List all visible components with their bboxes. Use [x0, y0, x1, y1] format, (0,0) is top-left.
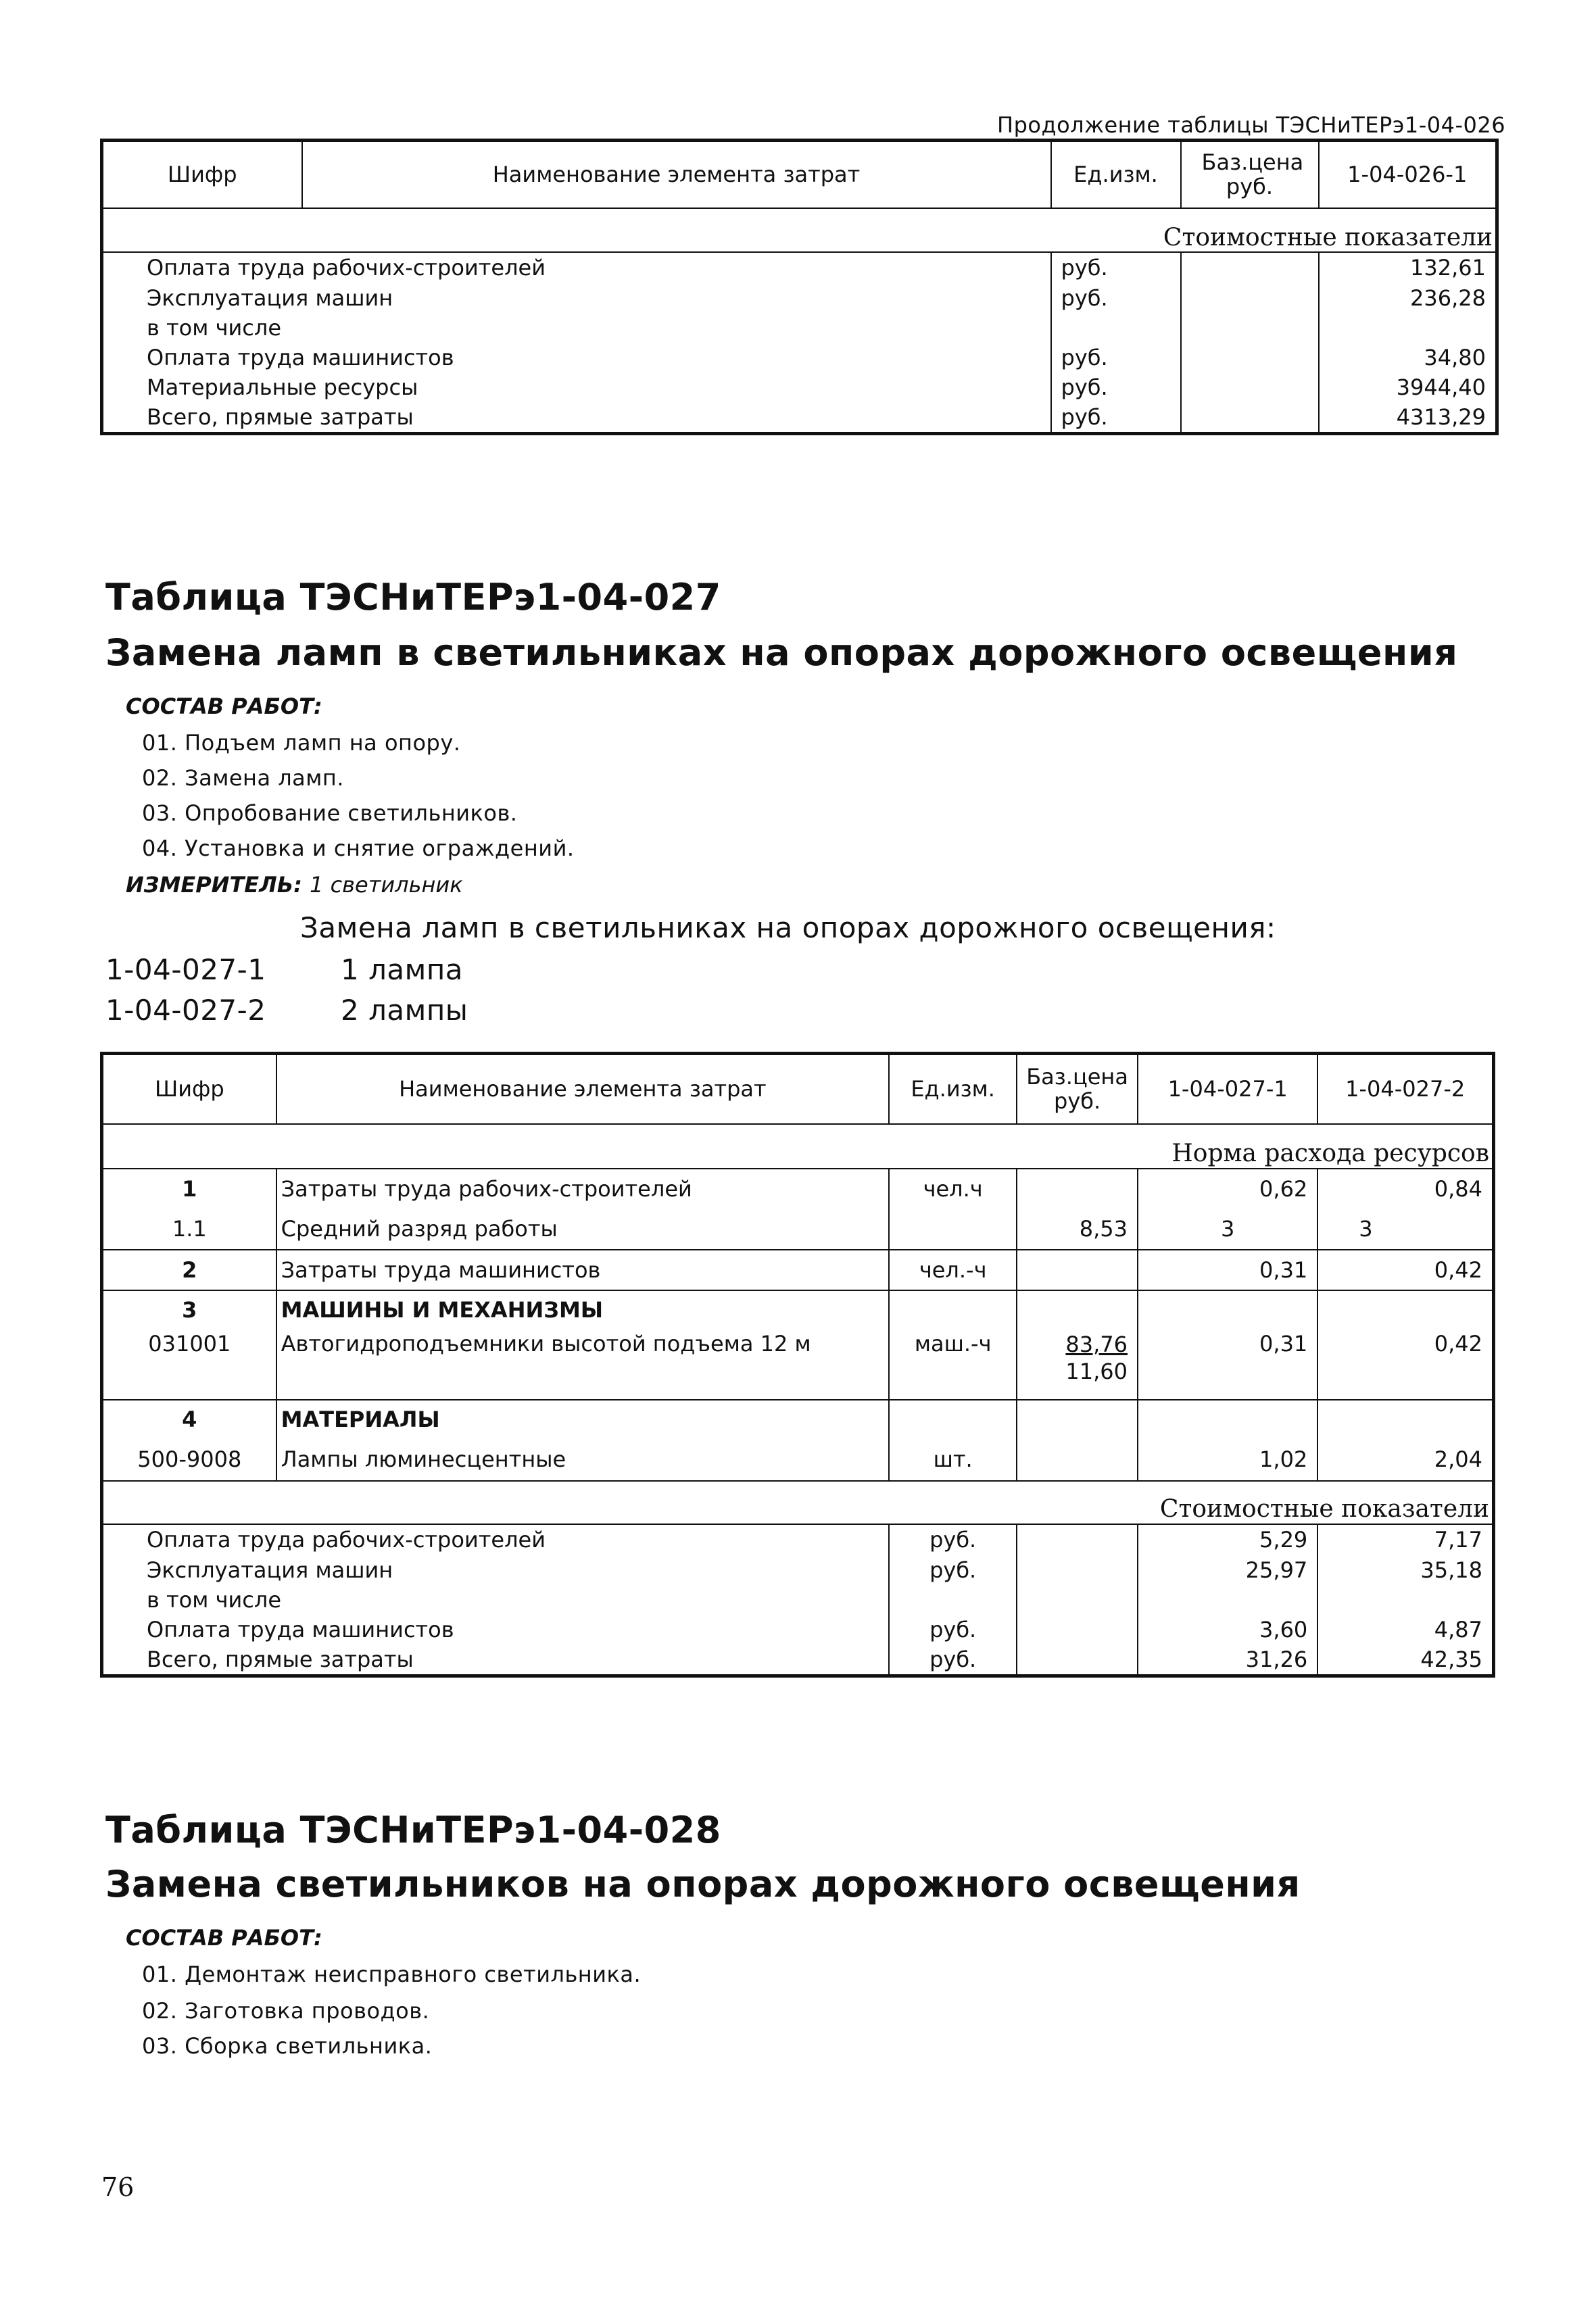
row-code: 3 — [102, 1290, 276, 1330]
row-price — [1017, 1644, 1138, 1676]
row-price — [1017, 1290, 1138, 1330]
row-value: 4313,29 — [1319, 402, 1497, 434]
cost-table-026 — [100, 139, 1499, 435]
row-value-2: 3 — [1317, 1209, 1493, 1250]
row-value-2: 0,42 — [1317, 1250, 1493, 1290]
row-unit: руб. — [1051, 252, 1181, 283]
row-price — [1017, 1439, 1138, 1481]
row-value-2: 7,17 — [1317, 1524, 1493, 1555]
row-value-1: 0,31 — [1138, 1250, 1317, 1290]
row-price — [1181, 283, 1319, 313]
row-unit: руб. — [889, 1524, 1017, 1555]
work-composition-label: СОСТАВ РАБОТ: — [126, 1925, 322, 1951]
variant-code: 1-04-027-1 — [105, 953, 266, 986]
section-label: Стоимостные показатели — [102, 208, 1497, 252]
section-title-028: Таблица ТЭСНиТЕРэ1-04-028 — [105, 1809, 721, 1851]
row-value-2 — [1317, 1400, 1493, 1439]
row-price-cell — [1017, 1330, 1138, 1400]
row-code: 4 — [102, 1400, 276, 1439]
row-value-1: 0,31 — [1138, 1330, 1317, 1400]
row-price — [1181, 402, 1319, 434]
row-value-1: 1,02 — [1138, 1439, 1317, 1481]
meter-value: 1 светильник — [310, 872, 463, 898]
row-name: в том числе — [102, 1585, 890, 1615]
col-header-unit: Ед.изм. — [889, 1054, 1017, 1124]
work-item: 03. Опробование светильников. — [142, 800, 518, 826]
meter-line — [126, 872, 463, 898]
col-header-unit: Ед.изм. — [1051, 141, 1181, 208]
section-label: Стоимостные показатели — [102, 1481, 1494, 1524]
row-value — [1319, 313, 1497, 343]
row-code: 031001 — [102, 1330, 276, 1400]
row-price — [1181, 372, 1319, 402]
section-title-027: Таблица ТЭСНиТЕРэ1-04-027 — [105, 576, 721, 618]
row-price — [1017, 1585, 1138, 1615]
table-row — [102, 343, 1497, 372]
variant-desc: 1 лампа — [341, 953, 464, 986]
row-name: Оплата труда машинистов — [102, 1615, 890, 1644]
table-row — [102, 1439, 1494, 1481]
row-value-1: 0,62 — [1138, 1169, 1317, 1209]
section-subtitle-027: Замена ламп в светильниках на опорах дорожного освещения — [105, 631, 1458, 674]
table-row — [102, 1555, 1494, 1585]
table-row — [102, 1209, 1494, 1250]
row-unit: руб. — [889, 1644, 1017, 1676]
col-header-variant-1: 1-04-027-1 — [1138, 1054, 1317, 1124]
page-number: 76 — [101, 2172, 135, 2202]
row-name: Средний разряд работы — [276, 1209, 890, 1250]
table-row — [102, 372, 1497, 402]
table-row — [102, 1524, 1494, 1555]
row-unit: шт. — [889, 1439, 1017, 1481]
row-name: Затраты труда машинистов — [276, 1250, 890, 1290]
table-row — [102, 313, 1497, 343]
row-unit — [889, 1290, 1017, 1330]
row-value-1 — [1138, 1585, 1317, 1615]
table-row — [102, 1644, 1494, 1676]
col-header-name: Наименование элемента затрат — [302, 141, 1051, 208]
table-row — [102, 1615, 1494, 1644]
row-name: Оплата труда машинистов — [102, 343, 1051, 372]
col-header-variant-2: 1-04-027-2 — [1317, 1054, 1493, 1124]
row-price: 8,53 — [1017, 1209, 1138, 1250]
row-price — [1181, 252, 1319, 283]
row-value-2: 4,87 — [1317, 1615, 1493, 1644]
row-code: 500-9008 — [102, 1439, 276, 1481]
row-price: 83,76 — [1065, 1331, 1128, 1357]
row-name: МАТЕРИАЛЫ — [276, 1400, 890, 1439]
variant-desc: 2 лампы — [341, 994, 468, 1027]
row-unit — [889, 1400, 1017, 1439]
continuation-caption: Продолжение таблицы ТЭСНиТЕРэ1-04-026 — [997, 112, 1506, 138]
table-row — [102, 1169, 1494, 1209]
row-name: Лампы люминесцентные — [276, 1439, 890, 1481]
row-unit: чел.ч — [889, 1169, 1017, 1209]
section-row-norm — [102, 1124, 1494, 1169]
row-name: Оплата труда рабочих-строителей — [102, 252, 1051, 283]
table-header-row — [102, 1054, 1494, 1124]
table-row — [102, 1290, 1494, 1330]
row-unit: руб. — [1051, 402, 1181, 434]
row-value-2: 35,18 — [1317, 1555, 1493, 1585]
row-value-1: 31,26 — [1138, 1644, 1317, 1676]
work-item: 01. Подъем ламп на опору. — [142, 730, 461, 756]
row-name: Всего, прямые затраты — [102, 402, 1051, 434]
row-value-1 — [1138, 1400, 1317, 1439]
table-row — [102, 1330, 1494, 1400]
work-item: 01. Демонтаж неисправного светильника. — [142, 1961, 642, 1987]
work-item: 03. Сборка светильника. — [142, 2033, 433, 2059]
row-name: Затраты труда рабочих-строителей — [276, 1169, 890, 1209]
row-value-2 — [1317, 1585, 1493, 1615]
col-header-code: Шифр — [102, 1054, 276, 1124]
col-header-code: Шифр — [102, 141, 302, 208]
row-unit: руб. — [1051, 372, 1181, 402]
variants-title: Замена ламп в светильниках на опорах дорожного освещения: — [300, 911, 1276, 944]
row-value-1: 25,97 — [1138, 1555, 1317, 1585]
table-row — [102, 402, 1497, 434]
row-value: 34,80 — [1319, 343, 1497, 372]
row-value-1: 3,60 — [1138, 1615, 1317, 1644]
row-price — [1017, 1169, 1138, 1209]
row-price — [1181, 313, 1319, 343]
row-value-2 — [1317, 1290, 1493, 1330]
row-value-2: 42,35 — [1317, 1644, 1493, 1676]
row-value-2: 0,84 — [1317, 1169, 1493, 1209]
table-row — [102, 1585, 1494, 1615]
row-value: 3944,40 — [1319, 372, 1497, 402]
table-header-row — [102, 141, 1497, 208]
row-unit — [889, 1209, 1017, 1250]
row-name: Всего, прямые затраты — [102, 1644, 890, 1676]
section-row-cost — [102, 1481, 1494, 1524]
table-row — [102, 283, 1497, 313]
row-value-2: 0,42 — [1317, 1330, 1493, 1400]
row-code: 2 — [102, 1250, 276, 1290]
row-name: Материальные ресурсы — [102, 372, 1051, 402]
row-value-1: 3 — [1138, 1209, 1317, 1250]
meter-label: ИЗМЕРИТЕЛЬ: — [126, 872, 302, 898]
section-subtitle-028: Замена светильников на опорах дорожного освещения — [105, 1863, 1301, 1905]
col-header-price: Баз.цена руб. — [1017, 1054, 1138, 1124]
row-code: 1.1 — [102, 1209, 276, 1250]
row-price — [1017, 1555, 1138, 1585]
row-price — [1181, 343, 1319, 372]
col-header-name: Наименование элемента затрат — [276, 1054, 890, 1124]
row-unit: руб. — [889, 1555, 1017, 1585]
col-header-variant: 1-04-026-1 — [1319, 141, 1497, 208]
row-unit: руб. — [1051, 343, 1181, 372]
row-name: Автогидроподъемники высотой подъема 12 м — [276, 1330, 890, 1400]
col-header-price: Баз.цена руб. — [1181, 141, 1319, 208]
row-value: 236,28 — [1319, 283, 1497, 313]
row-value-1 — [1138, 1290, 1317, 1330]
row-price — [1017, 1250, 1138, 1290]
row-name: Оплата труда рабочих-строителей — [102, 1524, 890, 1555]
table-row — [102, 1400, 1494, 1439]
section-row-cost — [102, 208, 1497, 252]
row-name: в том числе — [102, 313, 1051, 343]
resource-table-027 — [100, 1052, 1495, 1678]
table-row — [102, 252, 1497, 283]
work-item: 02. Замена ламп. — [142, 765, 345, 791]
row-name: Эксплуатация машин — [102, 1555, 890, 1585]
row-value-1: 5,29 — [1138, 1524, 1317, 1555]
row-unit: маш.-ч — [889, 1330, 1017, 1400]
row-unit: чел.-ч — [889, 1250, 1017, 1290]
work-item: 02. Заготовка проводов. — [142, 1998, 430, 2024]
row-value-2: 2,04 — [1317, 1439, 1493, 1481]
work-composition-label: СОСТАВ РАБОТ: — [126, 693, 322, 719]
work-item: 04. Установка и снятие ограждений. — [142, 835, 575, 861]
row-name: Эксплуатация машин — [102, 283, 1051, 313]
row-value: 132,61 — [1319, 252, 1497, 283]
row-name: МАШИНЫ И МЕХАНИЗМЫ — [276, 1290, 890, 1330]
row-code: 1 — [102, 1169, 276, 1209]
row-price — [1017, 1524, 1138, 1555]
row-unit: руб. — [1051, 283, 1181, 313]
row-price — [1017, 1400, 1138, 1439]
row-price — [1017, 1615, 1138, 1644]
row-unit — [1051, 313, 1181, 343]
section-label: Норма расхода ресурсов — [102, 1124, 1494, 1169]
row-price-salary: 11,60 — [1065, 1358, 1128, 1384]
row-unit: руб. — [889, 1615, 1017, 1644]
variant-code: 1-04-027-2 — [105, 994, 266, 1027]
table-row — [102, 1250, 1494, 1290]
row-unit — [889, 1585, 1017, 1615]
